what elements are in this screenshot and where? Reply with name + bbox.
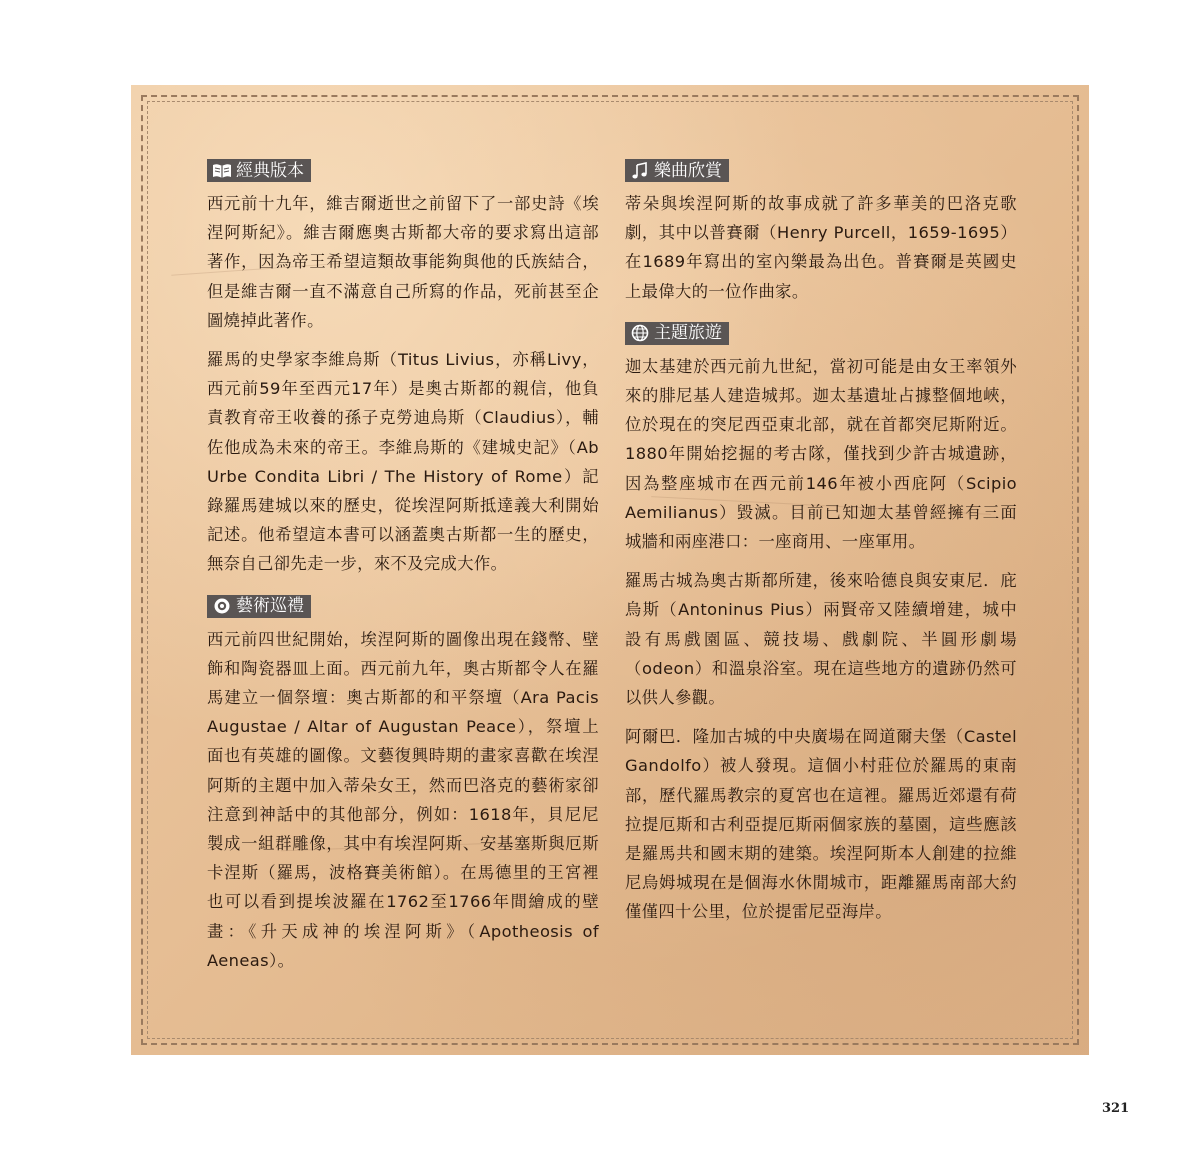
right-column [625, 159, 1017, 937]
section-heading-travel [625, 322, 729, 345]
paragraph: 西元前四世紀開始，埃涅阿斯的圖像出現在錢幣、壁飾和陶瓷器皿上面。西元前九年，奧古斯都令人在羅馬建立一個祭壇：奧古斯都的和平祭壇（Ara Pacis Augustae / Altar of Augustan Peace），祭壇上面也有英雄的圖像。文藝復興時期的畫家喜歡在埃涅阿斯的主題中加入蒂朵女王，然而巴洛克的藝術家卻注意到神話中的其他部分，例如：1618年，貝尼尼製成一組群雕像，其中有埃涅阿斯、安基塞斯與厄斯卡涅斯（羅馬，波格賽美術館）。在馬德里的王宮裡也可以看到提埃波羅在1762至1766年間繪成的壁畫：《升天成神的埃涅阿斯》（Apotheosis of Aeneas）。 [207, 629, 599, 970]
open-book-icon [212, 161, 232, 181]
paragraph: 蒂朵與埃涅阿斯的故事成就了許多華美的巴洛克歌劇，其中以普賽爾（Henry Purcell，1659-1695）在1689年寫出的室內樂最為出色。普賽爾是英國史上最偉大的一位作曲家。 [625, 194, 1017, 301]
globe-icon [630, 323, 650, 343]
section-heading-music [625, 159, 729, 182]
page-number: 321 [1102, 1101, 1130, 1116]
paragraph: 阿爾巴．隆加古城的中央廣場在岡道爾夫堡（Castel Gandolfo）被人發現。這個小村莊位於羅馬的東南部，歷代羅馬教宗的夏宮也在這裡。羅馬近郊還有荷拉提厄斯和古利亞提厄斯兩個家族的墓園，這些應該是羅馬共和國末期的建築。埃涅阿斯本人創建的拉維尼烏姆城現在是個海水休閒城市，距離羅馬南部大約僅僅四十公里，位於提雷尼亞海岸。 [625, 727, 1017, 922]
section-heading-art-tour [207, 595, 311, 618]
heading-label: 經典版本 [236, 160, 304, 181]
heading-label: 藝術巡禮 [236, 596, 304, 617]
paragraph: 迦太基建於西元前九世紀，當初可能是由女王率領外來的腓尼基人建造城邦。迦太基遺址占據整個地峽，位於現在的突尼西亞東北部，就在首都突尼斯附近。1880年開始挖掘的考古隊，僅找到少許古城遺跡，因為整座城市在西元前146年被小西庇阿（Scipio Aemilianus）毀滅。目前已知迦太基曾經擁有三面城牆和兩座港口：一座商用、一座軍用。 [625, 356, 1017, 552]
left-column [207, 159, 599, 985]
paragraph: 羅馬古城為奧古斯都所建，後來哈德良與安東尼．庇烏斯（Antoninus Pius）兩賢帝又陸續增建，城中設有馬戲園區、競技場、戲劇院、半圓形劇場（odeon）和溫泉浴室。現在這些地方的遺跡仍然可以供人參觀。 [625, 571, 1017, 708]
music-note-icon [630, 161, 650, 181]
eye-icon [212, 596, 232, 616]
paragraph: 西元前十九年，維吉爾逝世之前留下了一部史詩《埃涅阿斯紀》。維吉爾應奧古斯都大帝的要求寫出這部著作，因為帝王希望這類故事能夠與他的氏族結合，但是維吉爾一直不滿意自己所寫的作品，死前甚至企圖燒掉此著作。 [207, 194, 599, 330]
heading-label: 主題旅遊 [654, 323, 722, 344]
section-heading-classic-edition [207, 159, 311, 182]
heading-label: 樂曲欣賞 [654, 160, 722, 181]
paragraph: 羅馬的史學家李維烏斯（Titus Livius，亦稱Livy，西元前59年至西元17年）是奧古斯都的親信，他負責教育帝王收養的孫子克勞迪烏斯（Claudius），輔佐他成為未來的帝王。李維烏斯的《建城史記》（Ab Urbe Condita Libri / The History of Rome）記錄羅馬建城以來的歷史，從埃涅阿斯抵達義大利開始記述。他希望這本書可以涵蓋奧古斯都一生的歷史，無奈自己卻先走一步，來不及完成大作。 [207, 350, 599, 574]
parchment-panel [131, 85, 1089, 1055]
